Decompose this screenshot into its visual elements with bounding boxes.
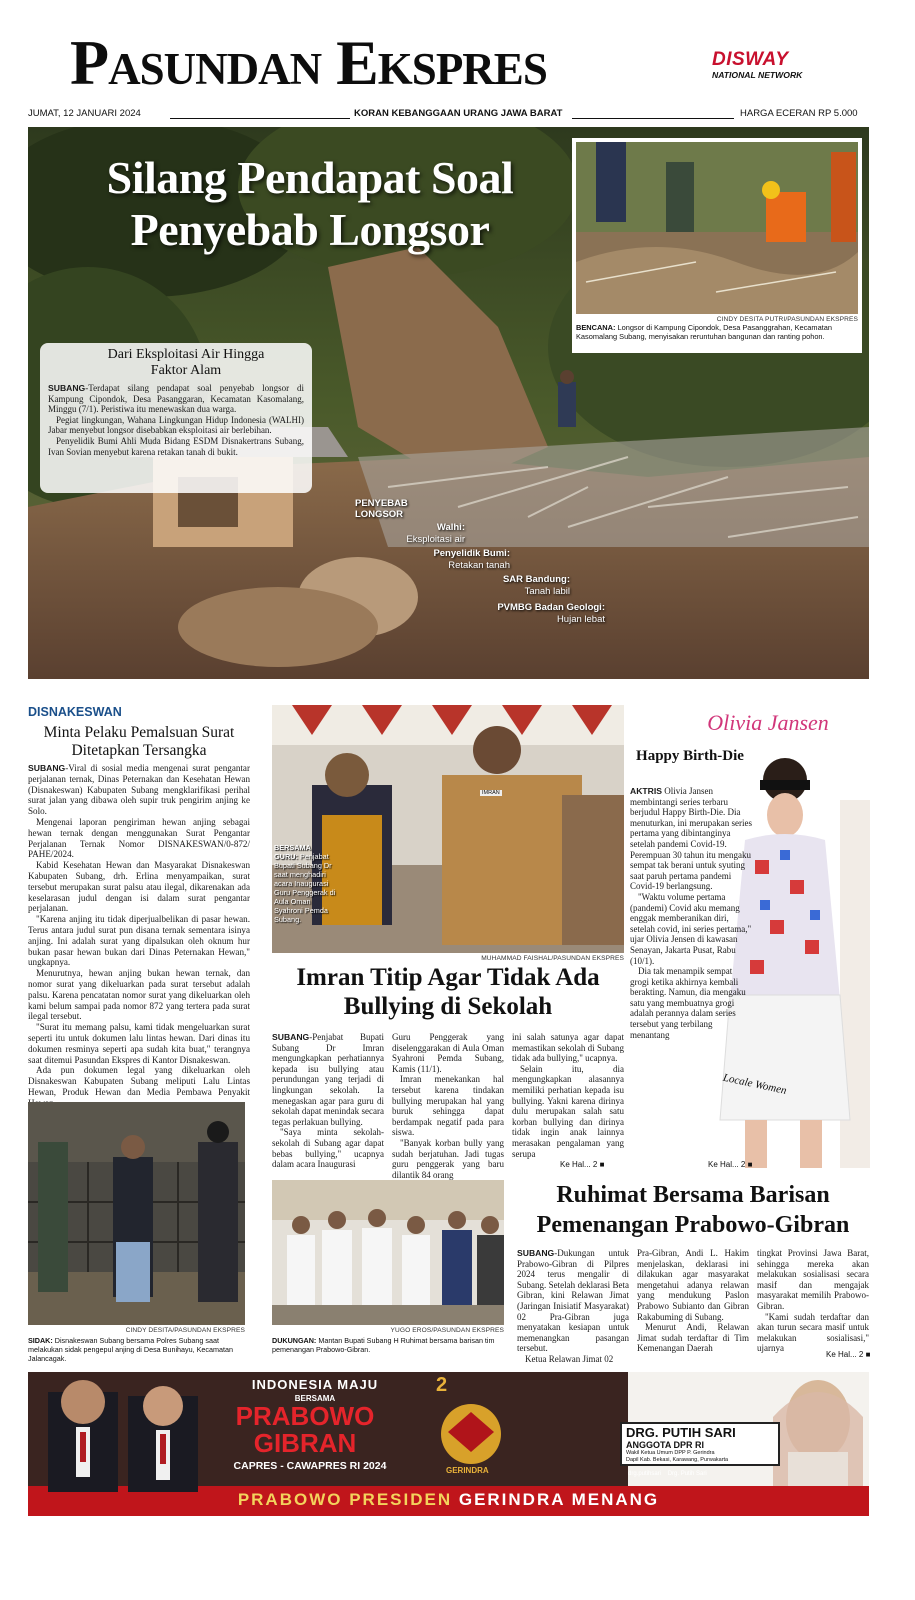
- price: HARGA ECERAN RP 5.000: [740, 108, 858, 119]
- story-lead: SUBANG: [517, 1248, 555, 1258]
- story-paragraph: -Penjabat Bupati Subang Dr Imran mengungkapkan perhatiannya kepada isu bullying atau perundungan yang terjadi di lingkungan sekolah. Ia menegaskan agar para guru di sekolah dapat menindak secara tegas perlakuan bullying.: [272, 1032, 384, 1127]
- caption-text: Penjabat Bupati Subang Dr saat menghadiri acara Inaugurasi Guru Penggerak di Aula Oman Syahroni Pemda Subang.: [274, 852, 336, 924]
- ad-number: 2: [436, 1374, 448, 1396]
- cause-item: [375, 522, 465, 546]
- candidate-role: ANGGOTA DPR RI: [626, 1440, 704, 1450]
- ad-party: GERINDRA: [446, 1466, 489, 1475]
- continue-text[interactable]: Ke Hal... 2: [826, 1350, 864, 1359]
- cause-what: Hujan lebat: [556, 614, 605, 625]
- story-lead: SUBANG: [28, 763, 66, 773]
- disnakeswan-caption: [28, 1336, 253, 1363]
- headline-line-2: Penyebab Longsor: [130, 204, 490, 255]
- story-lead: SUBANG: [272, 1032, 310, 1042]
- ad-sub: CAPRES - CAWAPRES RI 2024: [233, 1460, 387, 1472]
- sidebox-title: Dari Eksploitasi Air Hingga Faktor Alam: [107, 347, 265, 378]
- continue-text[interactable]: Ke Hal... 2: [560, 1160, 598, 1169]
- olivia-name: Olivia Jansen: [707, 710, 829, 735]
- imran-col-1: [272, 1032, 384, 1170]
- main-headline: [40, 152, 580, 256]
- story-paragraph: -Dukungan untuk Prabowo-Gibran di Pilpres 2024 terus mengalir di Subang. Setelah deklarasi Beta Gibran, kini Relawan Jimat (Jaringan Inisiatif Masyarakat) 02 Pra-Gibran juga menyatakan kesiapan untuk memenangkan pasangan tersebut.: [517, 1248, 629, 1354]
- story-paragraph: Imran menekankan hal tersebut karena tindakan bullying merupakan hal yang buruk sehingga dapat berdampak negatif pada para siswa.: [392, 1074, 504, 1138]
- hero-sidebox: [40, 343, 312, 493]
- ad-name-2: GIBRAN: [253, 1428, 357, 1458]
- story-paragraph: "Surat itu memang palsu, kami tidak mengeluarkan surat seperti itu untuk dokumen lalu lintas hewan. Dari dinas itu dokumen resminya seperti apa sudah kita buat," terangnya saat ditemui Pasundan Ekspres di Kantor Disnakeswan.: [28, 1022, 250, 1065]
- imran-title: Imran Titip Agar Tidak Ada Bullying di Sekolah: [296, 964, 600, 1020]
- caption-lead: DUKUNGAN:: [272, 1336, 317, 1345]
- ruhimat-col-2: [637, 1248, 749, 1354]
- candidate-box: [620, 1422, 780, 1466]
- ad-top-text: INDONESIA MAJU: [251, 1377, 379, 1392]
- social-handle: drg.putihsari: [628, 1471, 662, 1477]
- story-paragraph: ini salah satunya agar dapat memastikan sekolah di Subang tidak ada bullying," ucapnya.: [512, 1032, 624, 1064]
- disway-network: NATIONAL NETWORK: [712, 70, 803, 80]
- imran-col-2: [392, 1032, 504, 1180]
- caption-text: Disnakeswan Subang bersama Polres Subang saat melakukan sidak pengepul anjing di Desa Bunihayu, Kecamatan Jalancagak.: [28, 1336, 233, 1363]
- story-paragraph: Pra-Gibran, Andi L. Hakim menjelaskan, deklarasi ini dilakukan agar masyarakat mengetahui adanya relawan yang mendukung Paslon Prabowo Subianto dan Gibran Rakabuming di Subang.: [637, 1248, 749, 1322]
- sidebox-p1: -Terdapat silang pendapat soal penyebab longsor di Kampung Cipondok, Desa Pasanggaran, Kecamatan Kasomalang, Minggu (7/1). Peristiwa itu menewaskan dua warga.: [48, 383, 304, 415]
- disnakeswan-story: [28, 705, 250, 1119]
- headline-line-1: Silang Pendapat Soal: [106, 152, 514, 203]
- imran-col-3: [512, 1032, 624, 1159]
- cause-who: SAR Bandung:: [502, 574, 570, 585]
- story-paragraph: Ada pun dokumen legal yang dikeluarkan oleh Disnakeswan Kabupaten Subang meliputi Lalu Lintas Hewan, Produk Hewan dan Media Pembawa Penyakit: [28, 1065, 250, 1097]
- ruhimat-continue[interactable]: Ke Hal... 2 ■: [826, 1350, 871, 1359]
- cause-who: PVMBG Badan Geologi:: [497, 602, 605, 613]
- ad-social: [628, 1471, 707, 1477]
- disnakeswan-credit: CINDY DESITA/PASUNDAN EKSPRES: [125, 1327, 245, 1334]
- masthead: [0, 0, 915, 130]
- masthead-title: Pasundan Ekspres: [70, 27, 547, 98]
- ruhimat-caption: [272, 1336, 508, 1354]
- candidate-detail: Wakil Ketua Umum DPP P. Gerindra: [626, 1450, 715, 1456]
- cause-item: [445, 574, 570, 598]
- candidate-detail: Dapil Kab. Bekasi, Karawang, Purwakarta: [626, 1457, 729, 1463]
- inset-credit: CINDY DESITA PUTRI/PASUNDAN EKSPRES: [716, 316, 858, 323]
- ruhimat-col-1: [517, 1248, 629, 1365]
- olivia-title: Happy Birth-Die: [636, 748, 744, 764]
- inset-photo-box: [572, 138, 862, 353]
- story-paragraph: Selain itu, dia mengungkapkan alasannya memiliki perhatian kepada isu bullying. Yakni karena dirinya dulu merupakan salah satu korban bullying dan dirinya tidak ingin anak lainnya merasakan pengalaman yang serupa: [512, 1063, 624, 1159]
- story-paragraph: Dia tak menampik sempat grogi ketika akhirnya kembali berakting. Namun, dia mengaku satu yang membuatnya grogi adalah perannya dalam series tersebut yang terbilang menantang: [630, 966, 746, 1040]
- disway-logo: [712, 50, 842, 90]
- imran-name-tag: IMRAN: [482, 790, 500, 796]
- story-kicker: DISNAKESWAN: [28, 705, 122, 719]
- caption-text: Mantan Bupati Subang H Ruhimat bersama barisan tim pemenangan Prabowo-Gibran.: [272, 1336, 495, 1354]
- disnakeswan-photo: [28, 1102, 245, 1325]
- olivia-continue[interactable]: Ke Hal... 2 ■: [708, 1160, 753, 1169]
- olivia-shirt-text: Locale Women: [721, 1071, 788, 1097]
- story-paragraph: "Karena anjing itu tidak diperjualbelikan di pasar hewan. Terus antara judul surat pun disana ternak sementara isinya anjing. Ini adalah surat yang dipalsukan oleh oknum hur bukan pasar hewan bukan dari Dinas Peternakan Hewan," ungkapnya.: [28, 914, 250, 968]
- cause-who: Penyelidik Bumi:: [433, 548, 510, 559]
- imran-credit: MUHAMMAD FAISHAL/PASUNDAN EKSPRES: [481, 955, 624, 962]
- sidebox-p2: Pegiat lingkungan, Wahana Lingkungan Hidup Indonesia (WALHI) Jabar menyebut longsor disebabkan eksploitasi air berlebihan.: [48, 414, 304, 436]
- story-paragraph: Menurut Andi, Relawan Jimat sudah terdaftar di Tim Kemenangan Daerah: [637, 1322, 749, 1354]
- issue-date: JUMAT, 12 JANUARI 2024: [28, 108, 141, 119]
- story-paragraph: Mengenai laporan pengiriman hewan anjing sebagai hewan ternak dengan menggunakan Surat Pengantar Perjalanan Ternak Nomor DISNAKESWAN/0-872/ PAHE/2024.: [28, 816, 250, 860]
- rescue-photo: [576, 142, 858, 314]
- rule-left: [170, 118, 350, 119]
- ad-slogan: [28, 1489, 869, 1511]
- story-paragraph: tingkat Provinsi Jawa Barat, sehingga mereka akan melakukan sosialisasi secara masif dan mengajak masyarakat memilih Prabowo-Gibran.: [757, 1248, 869, 1311]
- olivia-body: [630, 786, 752, 1040]
- candidate-name: DRG. PUTIH SARI: [626, 1425, 736, 1440]
- inset-caption-lead: BENCANA:: [576, 323, 616, 332]
- cause-who: Walhi:: [436, 522, 465, 533]
- ruhimat-col-3: [757, 1248, 869, 1354]
- story-paragraph: -Viral di sosial media mengenai surat pengantar perjalanan ternak, Dinas Peternakan dan Kesehatan Hewan (Disnakeswan) Kabupaten Subang mengklarifikasi perihal surat jalan yang dibawa oleh supir truk pengirim anjing ke Solo.: [28, 763, 250, 817]
- story-paragraph: "Banyak korban bully yang sudah berjatuhan. Jadi tugas guru penggerak yang baru dilantik 84 orang: [392, 1137, 504, 1180]
- story-paragraph: "Waktu volume pertama (pandemi) Covid aku memang enggak memberanikan diri, setelah covid, ini series pertama," ujar Olivia Jensen di kawasan Senayan, Jakarta Pusat, Rabu (10/1).: [630, 891, 752, 966]
- ad-name-1: PRABOWO: [235, 1401, 375, 1431]
- continue-text[interactable]: Ke Hal... 2: [708, 1160, 746, 1169]
- cause-what: Eksploitasi air: [406, 534, 465, 545]
- story-paragraph: Ketua Relawan Jimat 02: [525, 1353, 614, 1364]
- ruhimat-title: Ruhimat Bersama Barisan Pemenangan Prabowo-Gibran: [536, 1182, 850, 1238]
- story-paragraph: Kabid Kesehatan Hewan dan Masyarakat Disnakeswan Kabupaten Subang, drh. Erlina menyampaikan, surat tersebut merupakan surat palsu atau ilegal, dikarenakan ada keselarasan judul dengan isi dalam surat pengantar perjalanan.: [28, 860, 250, 914]
- ruhimat-photo: [272, 1180, 504, 1325]
- disway-brand: DISWAY: [712, 49, 789, 70]
- sidebox-p3: Penyelidik Bumi Ahli Muda Bidang ESDM Disnakertrans Subang, Ivan Sovian menyebut karena retakan tanah di bukit.: [48, 435, 304, 457]
- caption-lead: BERSAMA GURU:: [274, 843, 311, 861]
- sidebox-body: [48, 383, 304, 457]
- inset-caption-text: Longsor di Kampung Cipondok, Desa Pasanggrahan, Kecamatan Kasomalang Subang, menyisakan reruntuhan bangunan dan ranting pohon.: [576, 323, 832, 341]
- inset-caption: [576, 323, 858, 341]
- caption-lead: SIDAK:: [28, 1336, 53, 1345]
- ad-bersama: BERSAMA: [294, 1394, 336, 1403]
- story-lead: AKTRIS: [630, 786, 662, 796]
- story-title: Minta Pelaku Pemalsuan Surat Ditetapkan Tersangka: [43, 724, 235, 759]
- rule-right: [572, 118, 734, 119]
- imran-photo-caption: [274, 843, 336, 924]
- story-paragraph: Menurutnya, hewan anjing bukan hewan ternak, dan nomor surat yang dikeluarkan pada surat tersebut adalah palsu. Karena pencatatan nomor surat yang dikeluarkan oleh kami belum sampai pada nomor 872 yang tertera pada surat ilegal tersebut.: [28, 968, 250, 1022]
- slogan-part-1: PRABOWO PRESIDEN: [237, 1490, 453, 1509]
- ruhimat-credit: YUGO EROS/PASUNDAN EKSPRES: [390, 1327, 504, 1334]
- story-paragraph: Guru Penggerak yang diselenggarakan di Aula Oman Syahroni Pemda Subang, Kamis (11/1).: [392, 1032, 504, 1074]
- causes-title: PENYEBAB LONGSOR: [355, 498, 408, 520]
- campaign-ad: [28, 1372, 869, 1516]
- story-paragraph: "Kami sudah terdaftar dan akan turun secara masif untuk melakukan sosialisasi," ujarnya: [757, 1311, 869, 1354]
- cause-item: [455, 602, 605, 626]
- cause-what: Tanah labil: [524, 586, 570, 597]
- causes-infographic: [355, 498, 615, 638]
- cause-what: Retakan tanah: [448, 560, 510, 571]
- story-body: [28, 763, 250, 1109]
- story-paragraph: Olivia Jansen membintangi series terbaru berjudul Happy Birth-Die. Dia menuturkan, ini merupakan series pertama yang dibintanginya setelah pandemi Covid-19. Perempuan 30 tahun itu mengaku sempat tak berani untuk syuting saat paruh pertama pandemi Covid-19 berlangsung.: [630, 786, 752, 892]
- social-handle: Drg. Putih Sari: [667, 1471, 707, 1477]
- story-paragraph: "Saya minta sekolah-sekolah di Subang agar dapat bebas bullying," ucapnya dalam acara Inaugurasi: [272, 1127, 384, 1170]
- imran-continue[interactable]: Ke Hal... 2 ■: [560, 1160, 605, 1169]
- cause-item: [395, 548, 510, 572]
- slogan-part-2: GERINDRA MENANG: [458, 1490, 660, 1509]
- tagline: KORAN KEBANGGAAN URANG JAWA BARAT: [354, 108, 563, 119]
- sidebox-lead: SUBANG: [48, 383, 86, 393]
